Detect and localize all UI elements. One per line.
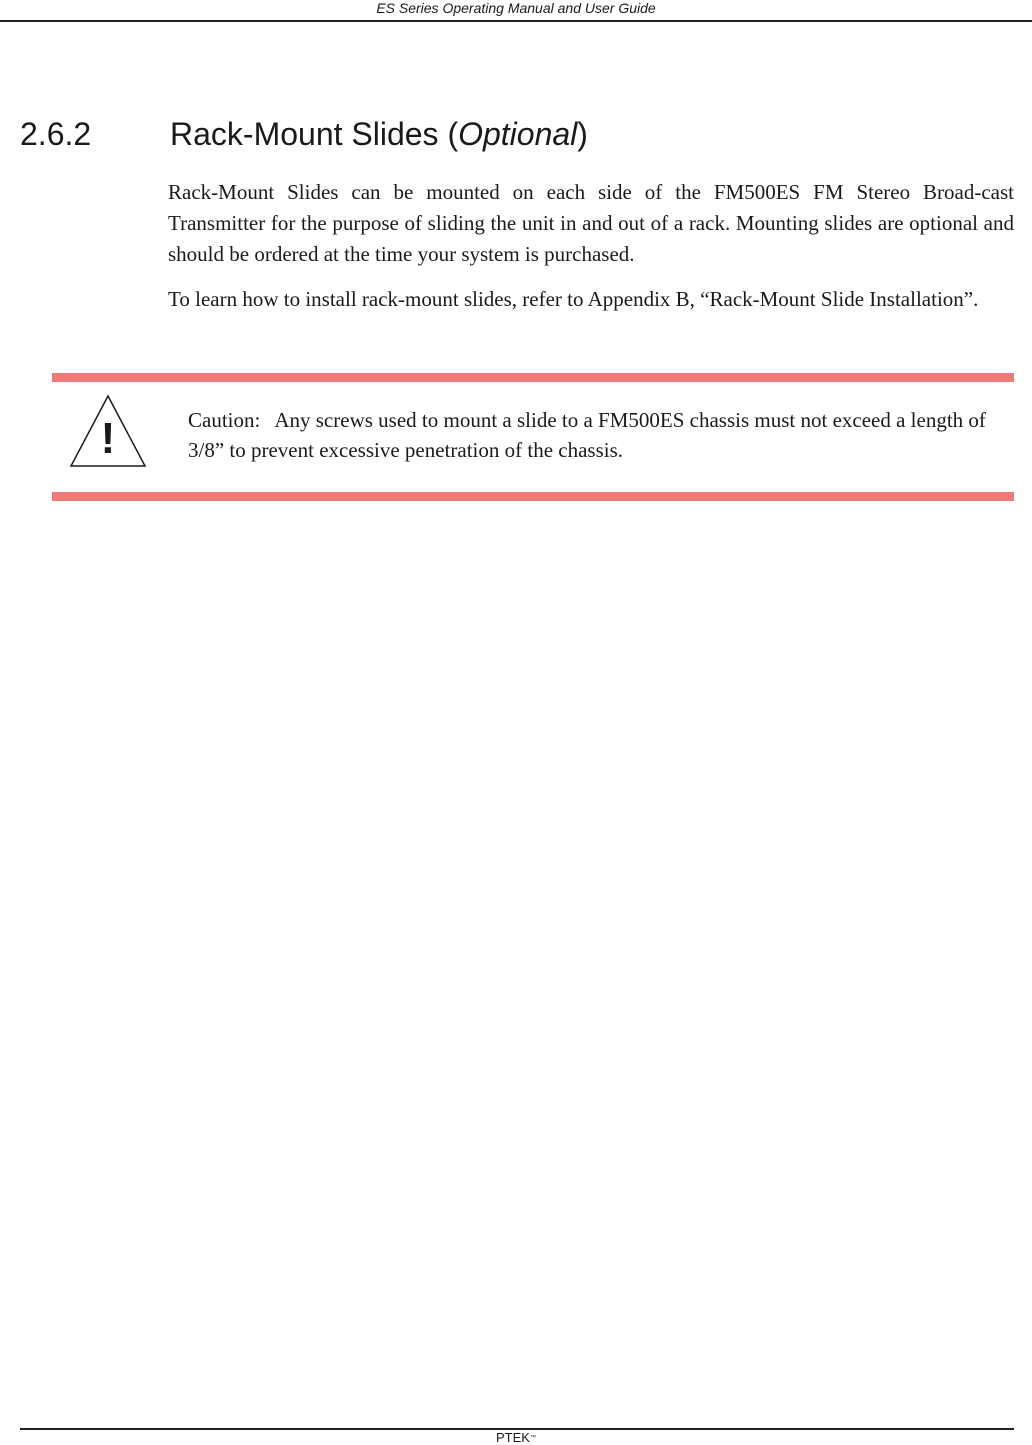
section-title-suffix: ) xyxy=(577,116,588,152)
section-title-emphasis: Optional xyxy=(458,116,578,152)
caution-label: Caution: xyxy=(188,408,261,432)
section-title xyxy=(170,116,588,152)
document-title: ES Series Operating Manual and User Guide xyxy=(376,0,656,16)
caution-bottom-bar xyxy=(52,492,1014,501)
caution-top-bar xyxy=(52,373,1014,382)
caution-note xyxy=(188,405,1014,465)
section-title-prefix: Rack-Mount Slides ( xyxy=(170,116,459,152)
caution-text: Any screws used to mount a slide to a FM500ES chassis must not exceed a length of 3/8” to prevent excessive penetration of the chassis. xyxy=(188,408,986,462)
page-footer xyxy=(0,1431,1032,1445)
page-header xyxy=(0,0,1032,22)
body-paragraph-1: Rack-Mount Slides can be mounted on each side of the FM500ES FM Stereo Broad-cast Transmitter for the purpose of sliding the unit in and out of a rack. Mounting slides are optional and should be ordered at the time your system is purchased. xyxy=(168,180,1014,266)
section-heading xyxy=(20,112,588,156)
warning-triangle-icon xyxy=(68,393,148,469)
trademark-symbol: ™ xyxy=(529,1435,536,1441)
warning-glyph: ! xyxy=(100,414,116,463)
body-paragraph-2: To learn how to install rack-mount slides, refer to Appendix B, “Rack-Mount Slide Installation”. xyxy=(168,287,979,311)
footer-brand: PTEK xyxy=(496,1430,530,1445)
section-number: 2.6.2 xyxy=(20,116,92,152)
